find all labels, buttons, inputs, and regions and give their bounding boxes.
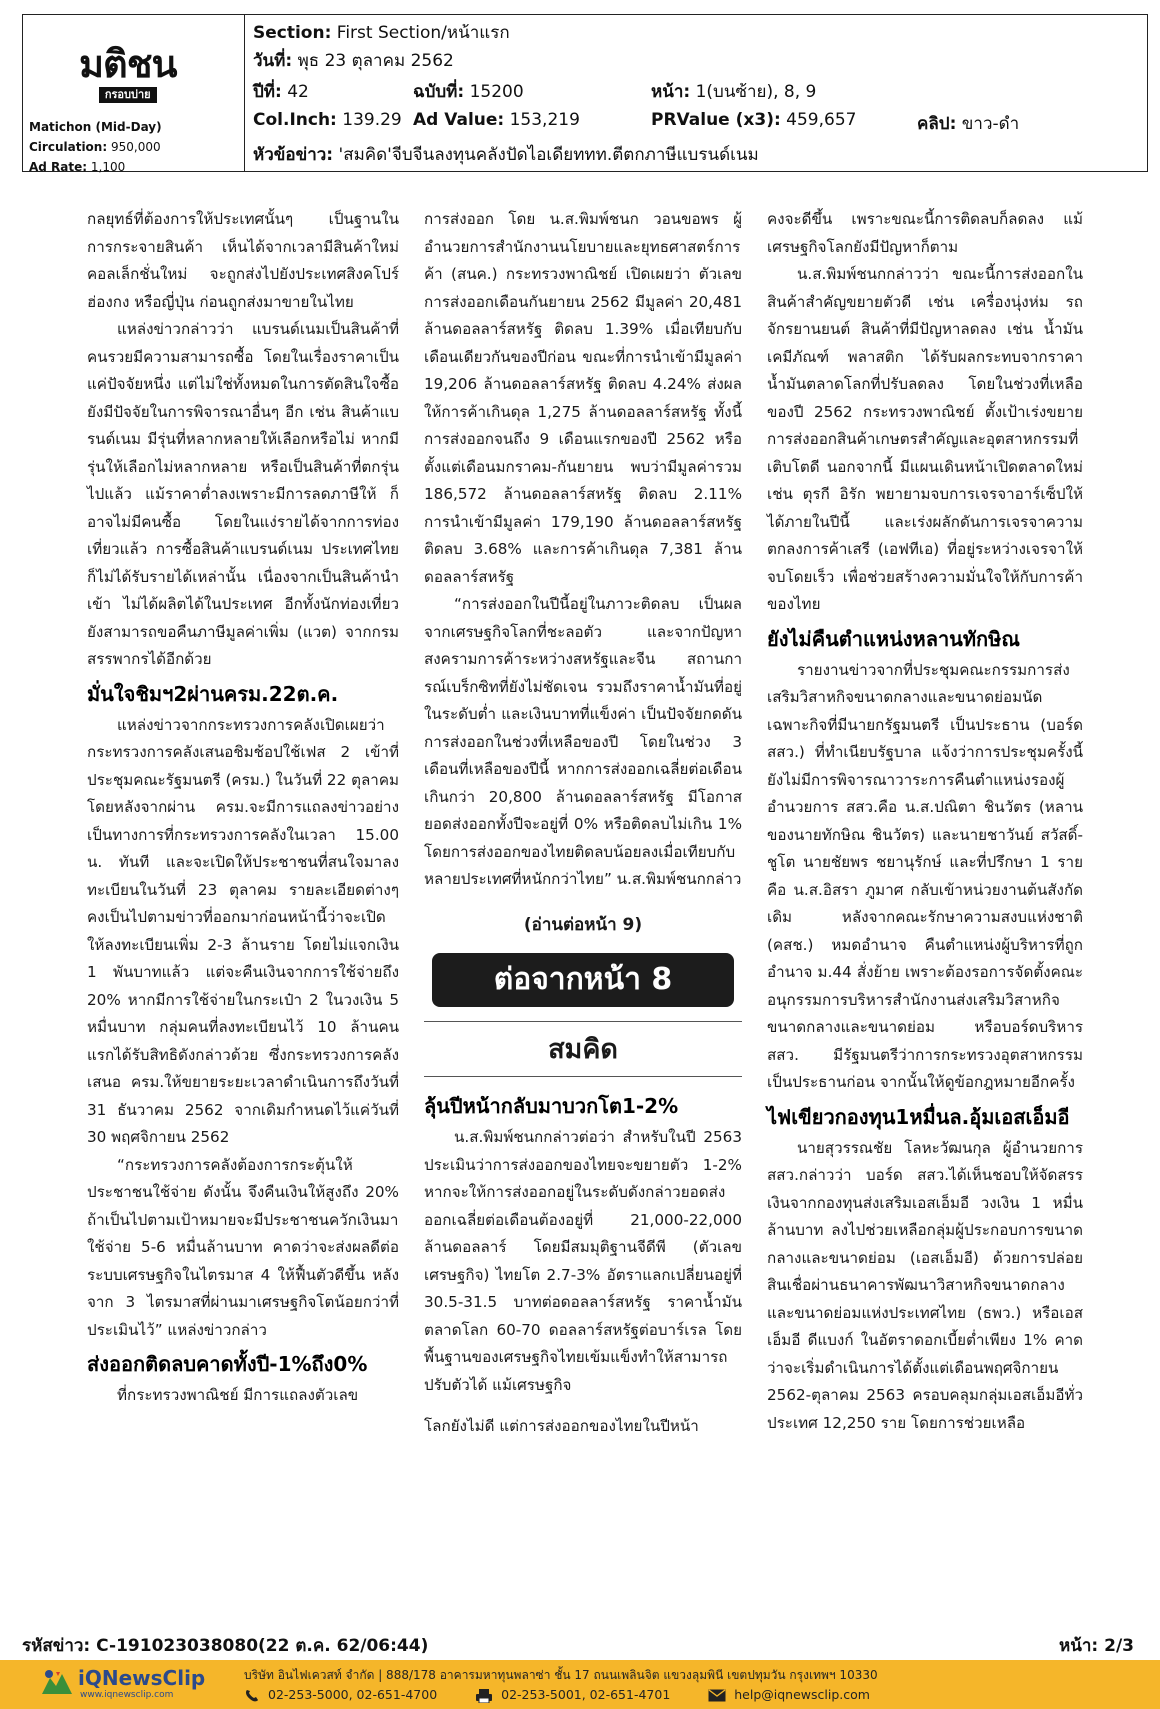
adrate-label: Ad Rate: bbox=[29, 160, 88, 174]
headline-value: 'สมคิด'จีบจีนลงทุนคลังปัดไอเดียททท.ตีตกภาษีแบรนด์เนม bbox=[338, 145, 759, 165]
matichon-logo bbox=[79, 42, 177, 103]
prvalue-cell bbox=[651, 110, 856, 130]
phone-contact bbox=[244, 1687, 441, 1702]
article-column-3 bbox=[767, 206, 1083, 1437]
headline-row bbox=[253, 141, 759, 168]
paragraph: น.ส.พิมพ์ชนกกล่าวต่อว่า สำหรับในปี 2563 ประเมินว่าการส่งออกของไทยจะขยายตัว 1-2% หากจะให้การส่งออกอยู่ในระดับดังกล่าวยอดส่งออกเฉลี่ยต่อเดือนต้องอยู่ที่ 21,000-22,000 ล้านดอลลาร์ โดยมีสมมุติฐานจีดีพี (ตัวเลขเศรษฐกิจ) ไทยโต 2.7-3% อัตราแลกเปลี่ยนอยู่ที่ 30.5-31.5 บาทต่อดอลลาร์สหรัฐ ราคาน้ำมันตลาดโลก 60-70 ดอลลาร์สหรัฐต่อบาร์เรล โดยพื้นฐานของเศรษฐกิจไทยเข้มแข็งทำให้สามารถปรับตัวได้ แม้เศรษฐกิจ bbox=[424, 1128, 742, 1394]
spacer bbox=[424, 1399, 742, 1413]
company-address: บริษัท อินไฟเควสท์ จำกัด | 888/178 อาคารมหาทุนพลาซ่า ชั้น 17 ถนนเพลินจิต แขวงลุมพินี เขตปทุมวัน กรุงเทพฯ 10330 bbox=[244, 1668, 878, 1682]
phone-icon bbox=[244, 1689, 260, 1703]
news-id bbox=[22, 1632, 428, 1659]
iqnewsclip-logo[interactable] bbox=[40, 1666, 220, 1704]
paragraph: “การส่งออกในปีนี้อยู่ในภาวะติดลบ เป็นผลจากเศรษฐกิจโลกที่ชะลอตัว และจากปัญหาสงครามการค้าระหว่างสหรัฐและจีน สถานการณ์เบร็กซิทที่ยังไม่ชัดเจน รวมถึงราคาน้ำมันที่อยู่ในระดับต่ำ และเงินบาทที่แข็งค่า เป็นปัจจัยกดดันการส่งออกในช่วงที่เหลือของปี โดยในช่วง 3 เดือนที่เหลือของปีนี้ หากการส่งออกเฉลี่ยต่อเดือนเกินกว่า 20,800 ล้านดอลลาร์สหรัฐ มีโอกาสยอดส่งออกทั้งปีจะอยู่ที่ 0% หรือติดลบไม่เกิน 1% โดยการส่งออกของไทยติดลบน้อยลงเมื่อเทียบกับหลายประเทศที่หนักกว่าไทย” น.ส.พิมพ์ชนกกล่าว bbox=[424, 595, 742, 888]
paragraph: “กระทรวงการคลังต้องการกระตุ้นให้ประชาชนใช้จ่าย ดังนั้น จึงคืนเงินให้สูงถึง 20% ถ้าเป็นไปตามเป้าหมายจะมีประชาชนควักเงินมาใช้จ่าย 5-6 หมื่นล้านบาท คาดว่าจะส่งผลดีต่อระบบเศรษฐกิจในไตรมาส 4 ให้ฟื้นตัวดีขึ้น หลังจาก 3 ไตรมาสที่ผ่านมาเศรษฐกิจโตน้อยกว่าที่ประเมินไว้” แหล่งข่าวกล่าว bbox=[87, 1155, 399, 1339]
section-row bbox=[253, 19, 510, 46]
email-address[interactable]: help@iqnewsclip.com bbox=[734, 1687, 870, 1702]
email-contact[interactable] bbox=[708, 1687, 870, 1702]
paragraph: นายสุวรรณชัย โลหะวัฒนกุล ผู้อำนวยการ สสว.กล่าวว่า บอร์ด สสว.ได้เห็นชอบให้จัดสรรเงินจากกองทุนส่งเสริมเอสเอ็มอี วงเงิน 1 หมื่นล้านบาท ลงไปช่วยเหลือกลุ่มผู้ประกอบการขนาดกลางและขนาดย่อม (เอสเอ็มอี) ด้วยการปล่อยสินเชื่อผ่านธนาคารพัฒนาวิสาหกิจขนาดกลางและขนาดย่อมแห่งประเทศไทย (ธพว.) หรือเอสเอ็มอี ดีแบงก์ ในอัตราดอกเบี้ยต่ำเพียง 1% คาดว่าจะเริ่มดำเนินการได้ตั้งแต่เดือนพฤศจิกายน 2562-ตุลาคม 2563 ครอบคลุมกลุ่มเอสเอ็มอีทั่วประเทศ 12,250 ราย โดยการช่วยเหลือ bbox=[767, 1138, 1083, 1432]
paragraph: การส่งออก โดย น.ส.พิมพ์ชนก วอนขอพร ผู้อำนวยการสำนักงานนโยบายและยุทธศาสตร์การค้า (สนค.) กระทรวงพาณิชย์ เปิดเผยว่า ตัวเลขการส่งออกเดือนกันยายน 2562 มีมูลค่า 20,481 ล้านดอลลาร์สหรัฐ ติดลบ 1.39% เมื่อเทียบกับเดือนเดียวกันของปีก่อน ขณะที่การนำเข้ามีมูลค่า 19,206 ล้านดอลลาร์สหรัฐ ติดลบ 4.24% ส่งผลให้การค้าเกินดุล 1,275 ล้านดอลลาร์สหรัฐ ทั้งนี้ การส่งออกจนถึง 9 เดือนแรกของปี 2562 หรือตั้งแต่เดือนมกราคม-กันยายน พบว่ามีมูลค่ารวม 186,572 ล้านดอลลาร์สหรัฐ ติดลบ 2.11% การนำเข้ามีมูลค่า 179,190 ล้านดอลลาร์สหรัฐ ติดลบ 3.68% และการค้าเกินดุล 7,381 ล้านดอลลาร์สหรัฐ bbox=[424, 210, 742, 586]
date-row bbox=[253, 47, 454, 74]
brand-url: www.iqnewsclip.com bbox=[80, 1690, 174, 1700]
prvalue-label: PRValue (x3): bbox=[651, 110, 781, 130]
colinch-value: 139.29 bbox=[342, 110, 402, 130]
colinch-label: Col.Inch: bbox=[253, 110, 337, 130]
year-label: ปีที่: bbox=[253, 82, 282, 102]
fax-contact bbox=[475, 1687, 674, 1702]
continued-reference: (อ่านต่อหน้า 9) bbox=[523, 914, 643, 935]
section-value: First Section/หน้าแรก bbox=[336, 23, 510, 43]
clip-metadata bbox=[253, 15, 1139, 171]
paragraph: ที่กระทรวงพาณิชย์ มีการแถลงตัวเลข bbox=[117, 1386, 359, 1404]
page-indicator bbox=[1059, 1632, 1134, 1659]
subheading: ยังไม่คืนตำแหน่งหลานทักษิณ bbox=[767, 626, 1020, 651]
paragraph: แหล่งข่าวจากกระทรวงการคลังเปิดเผยว่า กระทรวงการคลังเสนอชิมช้อปใช้เฟส 2 เข้าที่ประชุมคณะรัฐมนตรี (ครม.) ในวันที่ 22 ตุลาคม โดยหลังจากผ่าน ครม.จะมีการแถลงข่าวอย่างเป็นทางการที่กระทรวงการคลังในเวลา 15.00 น. ทันที และจะเปิดให้ประชาชนที่สนใจมาลงทะเบียนในวันที่ 23 ตุลาคม รายละเอียดต่างๆ คงเป็นไปตามข่าวที่ออกมาก่อนหน้านี้ว่าจะเปิดให้ลงทะเบียนเพิ่ม 2-3 ล้านราย โดยไม่แจกเงิน 1 พันบาทแล้ว แต่จะคืนเงินจากการใช้จ่ายถึง 20% หากมีการใช้จ่ายในกระเป๋า 2 ในวงเงิน 5 หมื่นบาท กลุ่มคนที่ลงทะเบียนไว้ 10 ล้านคนแรกได้รับสิทธิดังกล่าวด้วย ซึ่งกระทรวงการคลังเสนอ ครม.ให้ขยายระยะเวลาดำเนินการถึงวันที่ 31 ธันวาคม 2562 จากเดิมกำหนดไว้แค่วันที่ 30 พฤศจิกายน 2562 bbox=[87, 715, 399, 1146]
iqnewsclip-logo-icon bbox=[40, 1668, 74, 1696]
prvalue-value: 459,657 bbox=[786, 110, 857, 130]
issue-cell bbox=[413, 78, 524, 105]
circulation-label: Circulation: bbox=[29, 140, 108, 154]
paragraph: กลยุทธ์ที่ต้องการให้ประเทศนั้นๆ เป็นฐานในการกระจายสินค้า เห็นได้จากเวลามีสินค้าใหม่ คอลเล็กชั่นใหม่ จะถูกส่งไปยังประเทศสิงคโปร์ ฮ่องกง หรือญี่ปุ่น ก่อนถูกส่งมาขายในไทย bbox=[87, 210, 399, 311]
issue-value: 15200 bbox=[469, 82, 524, 102]
year-value: 42 bbox=[287, 82, 309, 102]
issue-label: ฉบับที่: bbox=[413, 82, 465, 102]
page-indicator-value: 2/3 bbox=[1104, 1636, 1134, 1656]
news-id-label: รหัสข่าว: bbox=[22, 1636, 91, 1656]
paragraph: โลกยังไม่ดี แต่การส่งออกของไทยในปีหน้า bbox=[424, 1417, 699, 1435]
page-value: 1(บนซ้าย), 8, 9 bbox=[695, 82, 817, 102]
publication-info bbox=[29, 117, 162, 177]
section-label: Section: bbox=[253, 23, 332, 43]
advalue-label: Ad Value: bbox=[413, 110, 505, 130]
subheading: ลุ้นปีหน้ากลับมาบวกโต1-2% bbox=[424, 1094, 679, 1118]
fax-icon bbox=[475, 1689, 493, 1703]
divider bbox=[424, 1021, 742, 1022]
subheading: มั่นใจชิมฯ2ผ่านครม.22ต.ค. bbox=[87, 681, 339, 706]
footer-bar bbox=[0, 1660, 1160, 1709]
paragraph: รายงานข่าวจากที่ประชุมคณะกรรมการส่งเสริมวิสาหกิจขนาดกลางและขนาดย่อมนัดเฉพาะกิจที่มีนายกรัฐมนตรี เป็นประธาน (บอร์ด สสว.) ที่ทำเนียบรัฐบาล แจ้งว่าการประชุมครั้งนี้ยังไม่มีการพิจารณาวาระการคืนตำแหน่งรองผู้อำนวยการ สสว.คือ น.ส.ปณิตา ชินวัตร (หลานของนายทักษิณ ชินวัตร) และนายชาวันย์ สวัสดิ์-ชูโต นายชัยพร ชยานุรักษ์ และที่ปรึกษา 1 ราย คือ น.ส.อิสรา ภูมาศ กลับเข้าหน่วยงานต้นสังกัดเดิม หลังจากคณะรักษาความสงบแห่งชาติ (คสช.) หมดอำนาจ คืนตำแหน่งผู้บริหารที่ถูกอำนาจ ม.44 สั่งย้าย เพราะต้องรอการจัดตั้งคณะอนุกรรมการบริหารสำนักงานส่งเสริมวิสาหกิจขนาดกลางและขนาดย่อม หรือบอร์ดบริหาร สสว. มีรัฐมนตรีว่าการกระทรวงอุตสาหกรรม เป็นประธานก่อน จากนั้นให้ดูข้อกฎหมายอีกครั้ง bbox=[767, 660, 1083, 1091]
email-icon bbox=[708, 1689, 726, 1702]
clip-value: ขาว-ดำ bbox=[961, 114, 1020, 134]
headline-label: หัวข้อข่าว: bbox=[253, 145, 334, 165]
circulation-value: 950,000 bbox=[110, 140, 161, 154]
subheading: ไฟเขียวกองทุน1หมื่นล.อุ้มเอสเอ็มอี bbox=[767, 1104, 1070, 1129]
contact-row bbox=[244, 1687, 904, 1703]
subheading: ส่งออกติดลบคาดทั้งปี-1%ถึง0% bbox=[87, 1352, 368, 1376]
advalue-cell bbox=[413, 110, 580, 130]
article-column-1 bbox=[87, 206, 399, 1410]
phone-numbers: 02-253-5000, 02-651-4700 bbox=[268, 1687, 438, 1702]
advalue-value: 153,219 bbox=[509, 110, 580, 130]
page-cell bbox=[651, 78, 816, 105]
continued-from-banner: ต่อจากหน้า 8 bbox=[432, 953, 734, 1007]
clip-header bbox=[22, 14, 1148, 172]
page-indicator-label: หน้า: bbox=[1059, 1636, 1099, 1656]
date-label: วันที่: bbox=[253, 51, 293, 71]
date-value: พุธ 23 ตุลาคม 2562 bbox=[297, 51, 454, 71]
page-label: หน้า: bbox=[651, 82, 691, 102]
publication-name: Matichon (Mid-Day) bbox=[29, 120, 162, 134]
paragraph: คงจะดีขึ้น เพราะขณะนี้การติดลบก็ลดลง แม้เศรษฐกิจโลกยังมีปัญหาก็ตาม bbox=[767, 210, 1083, 256]
publication-panel bbox=[23, 15, 245, 174]
logo-edition: กรอบบ่าย bbox=[99, 87, 157, 103]
colinch-cell bbox=[253, 110, 402, 130]
adrate-value: 1,100 bbox=[90, 160, 126, 174]
paragraph: น.ส.พิมพ์ชนกกล่าวว่า ขณะนี้การส่งออกในสินค้าสำคัญขยายตัวดี เช่น เครื่องนุ่งห่ม รถจักรยานยนต์ สินค้าที่มีปัญหาลดลง เช่น น้ำมัน เคมีภัณฑ์ พลาสติก ได้รับผลกระทบจากราคาน้ำมันตลาดโลกที่ปรับลดลง โดยในช่วงที่เหลือของปี 2562 กระทรวงพาณิชย์ ตั้งเป้าเร่งขยายการส่งออกสินค้าเกษตรสำคัญและอุตสาหกรรมที่เติบโตดี นอกจากนี้ มีแผนเดินหน้าเปิดตลาดใหม่ เช่น ตุรกี อิรัก พยายามจบการเจรจาอาร์เซ็ปให้ได้ภายในปีนี้ และเร่งผลักดันการเจรจาความตกลงการค้าเสรี (เอฟทีเอ) ที่อยู่ระหว่างเจรจาให้จบโดยเร็ว เพื่อช่วยสร้างความมั่นใจให้กับการค้าของไทย bbox=[767, 265, 1083, 613]
paragraph: แหล่งข่าวกล่าวว่า แบรนด์เนมเป็นสินค้าที่คนรวยมีความสามารถซื้อ โดยในเรื่องราคาเป็นแค่ปัจจัยหนึ่ง แต่ไม่ใช่ทั้งหมดในการตัดสินใจซื้อ ยังมีปัจจัยในการพิจารณาอื่นๆ อีก เช่น สินค้าแบรนด์เนม มีรุ่นที่หลากหลายให้เลือกหรือไม่ หากมีรุ่นให้เลือกไม่หลากหลาย หรือเป็นสินค้าที่ตกรุ่นไปแล้ว แม้ราคาต่ำลงเพราะมีการลดภาษีให้ ก็อาจไม่มีคนซื้อ โดยในแง่รายได้จากการท่องเที่ยวแล้ว การซื้อสินค้าแบรนด์เนม ประเทศไทยก็ไม่ได้รับรายได้เหล่านั้น เนื่องจากเป็นสินค้านำเข้า ไม่ได้ผลิตได้ในประเทศ อีกทั้งนักท่องเที่ยวยังสามารถขอคืนภาษีมูลค่าเพิ่ม (แวต) จากกรมสรรพากรได้อีกด้วย bbox=[87, 320, 399, 668]
story-name: สมคิด bbox=[548, 1034, 618, 1065]
divider bbox=[424, 1076, 742, 1077]
clip-label: คลิป: bbox=[917, 114, 957, 134]
brand-name: iQNewsClip bbox=[78, 1666, 206, 1690]
logo-name: มติชน bbox=[79, 42, 177, 86]
year-cell bbox=[253, 78, 309, 105]
article-column-2 bbox=[424, 206, 742, 1441]
clip-cell bbox=[917, 110, 1019, 137]
fax-numbers: 02-253-5001, 02-651-4701 bbox=[501, 1687, 671, 1702]
news-id-value: C-191023038080(22 ต.ค. 62/06:44) bbox=[96, 1636, 429, 1656]
